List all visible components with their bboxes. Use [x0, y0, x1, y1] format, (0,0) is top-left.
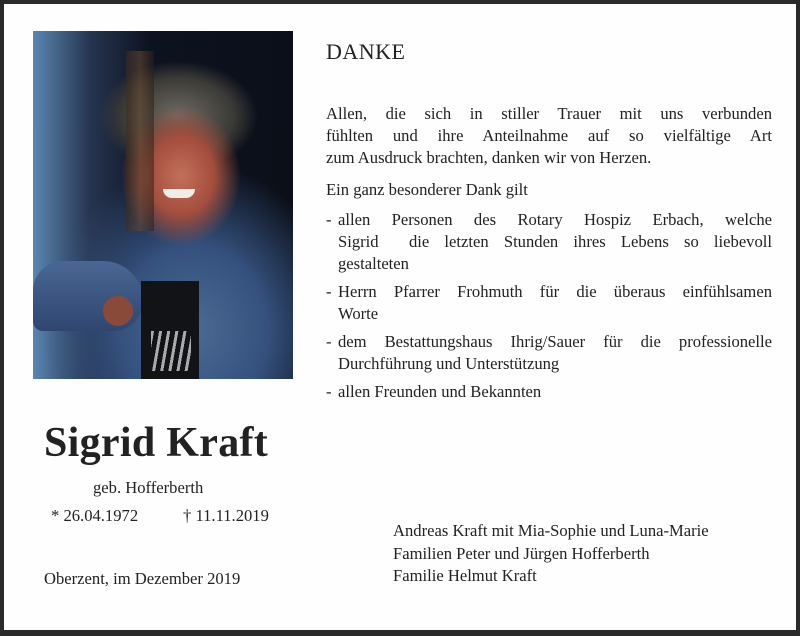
thanks-line: Sigrid die letzten Stunden ihres Lebens so liebevoll [338, 232, 772, 251]
thanks-line: Durchführung und Unterstützung [338, 354, 560, 373]
portrait-photo [33, 31, 293, 379]
thanks-line: Herrn Pfarrer Frohmuth für die überaus einfühlsamen [338, 282, 772, 301]
thanks-list [326, 209, 772, 409]
obituary-card [4, 4, 796, 630]
deceased-name: Sigrid Kraft [44, 420, 269, 466]
thanks-line: gestalteten [338, 254, 409, 273]
thanks-line: allen Personen des Rotary Hospiz Erbach, welche [338, 210, 772, 229]
family-line: Andreas Kraft mit Mia-Sophie und Luna-Marie [393, 521, 709, 540]
list-dash: - [326, 382, 332, 401]
intro-paragraph [326, 103, 772, 169]
list-dash: - [326, 210, 332, 229]
thanks-line: allen Freunden und Bekannten [338, 382, 542, 401]
special-thanks-lead: Ein ganz besonderer Dank gilt [326, 180, 528, 199]
family-line: Familien Peter und Jürgen Hofferberth [393, 543, 650, 563]
birth-date: * 26.04.1972 [51, 506, 139, 525]
family-signatures [393, 520, 709, 588]
photo-smile [163, 189, 195, 198]
intro-line: Allen, die sich in stiller Trauer mit uns verbunden [326, 104, 772, 123]
thanks-line: dem Bestattungshaus Ihrig/Sauer für die professionelle [338, 332, 772, 351]
place-and-date: Oberzent, im Dezember 2019 [44, 569, 241, 588]
death-date: † 11.11.2019 [183, 506, 269, 525]
list-dash: - [326, 282, 332, 301]
photo-hand [103, 296, 133, 326]
thanks-heading: DANKE [326, 39, 406, 64]
intro-line: fühlten und ihre Anteilnahme auf so vielfältige Art [326, 126, 772, 145]
thanks-item [326, 209, 772, 275]
photo-shirt-print [151, 331, 191, 371]
thanks-line: Worte [338, 304, 379, 323]
photo-background-post [126, 51, 154, 231]
thanks-item [326, 281, 772, 325]
birth-name: geb. Hofferberth [93, 478, 204, 497]
thanks-item [326, 381, 772, 403]
intro-line: zum Ausdruck brachten, danken wir von Herzen. [326, 148, 652, 167]
thanks-item [326, 331, 772, 375]
list-dash: - [326, 332, 332, 351]
family-line: Familie Helmut Kraft [393, 566, 537, 585]
